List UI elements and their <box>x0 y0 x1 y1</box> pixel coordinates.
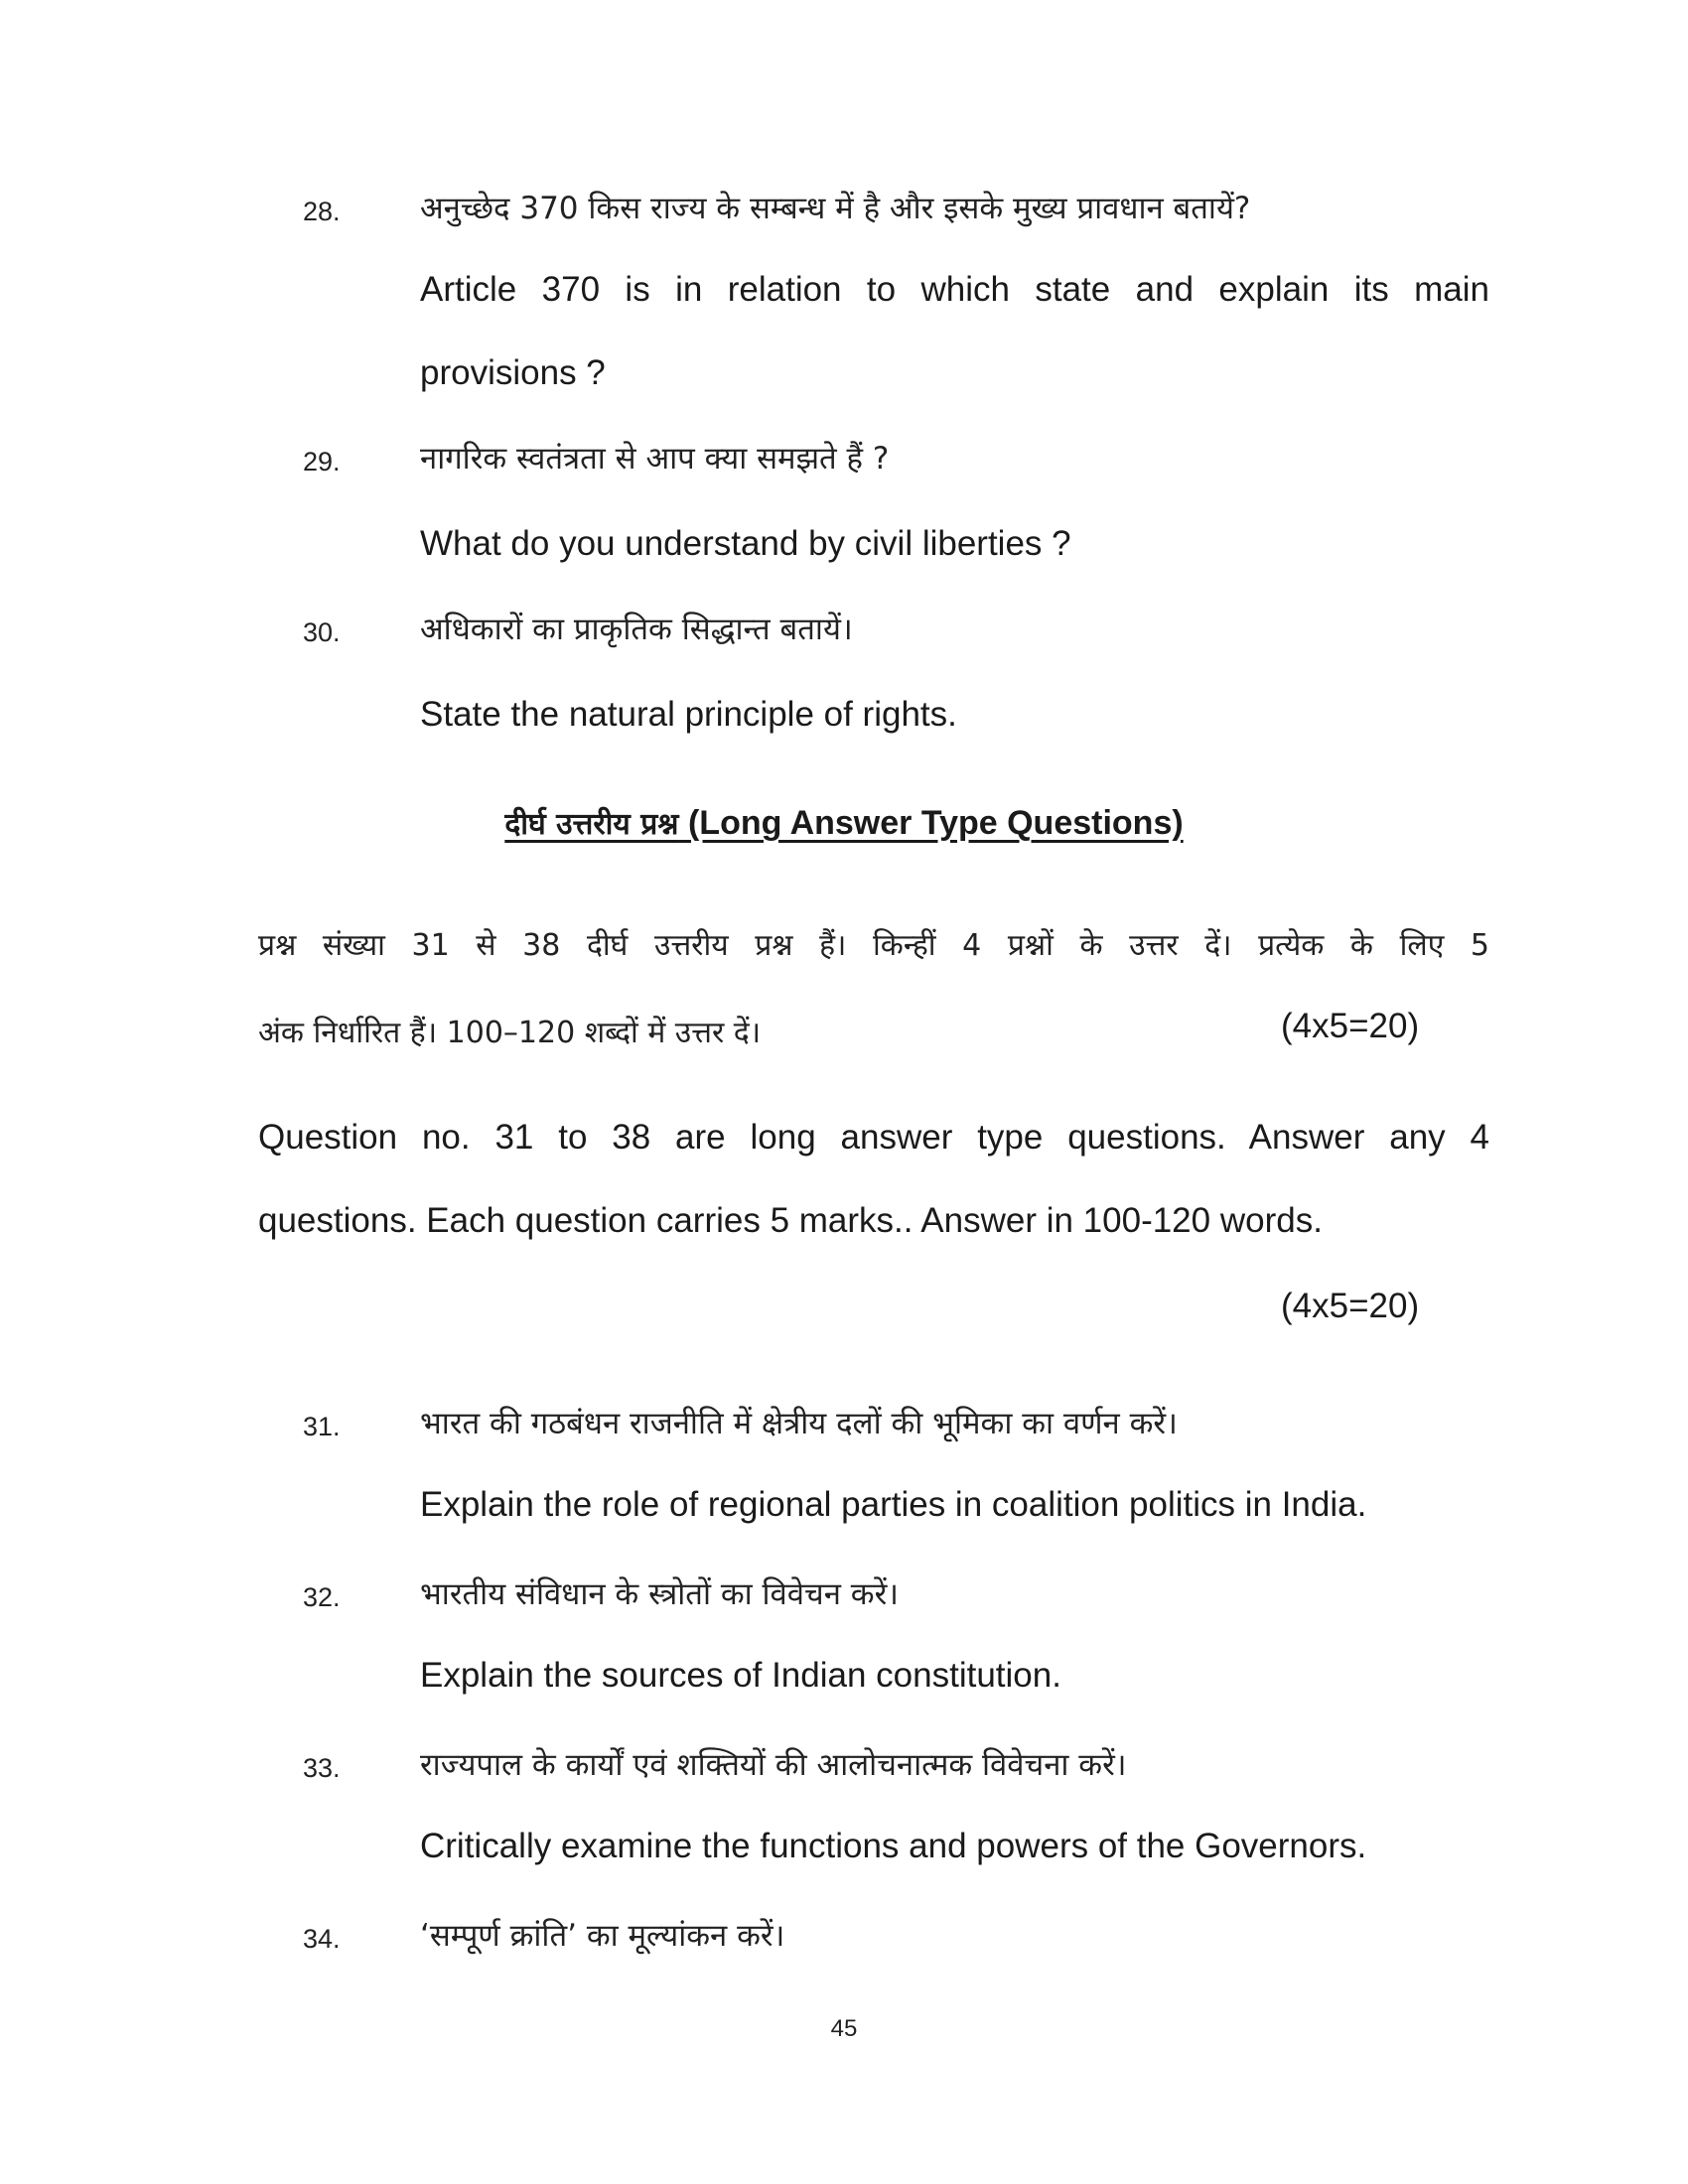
marks-allocation-english: (4x5=20) <box>1281 1287 1420 1325</box>
question-text-english-continued: provisions ? <box>420 353 606 392</box>
question-text-english: Critically examine the functions and powers of the Governors. <box>420 1827 1367 1865</box>
question-number: 28. <box>303 197 341 226</box>
marks-allocation-hindi: (4x5=20) <box>1281 1007 1420 1045</box>
section-heading <box>0 802 1688 843</box>
question-text-english: Explain the sources of Indian constitution. <box>420 1656 1061 1695</box>
question-text-hindi: नागरिक स्वतंत्रता से आप क्या समझते हैं ? <box>420 441 890 477</box>
question-text-english: What do you understand by civil liberties ? <box>420 524 1071 563</box>
question-text-hindi: अनुच्छेद 370 किस राज्य के सम्बन्ध में है और इसके मुख्य प्रावधान बतायें? <box>420 191 1251 226</box>
instructions-english: Question no. 31 to 38 are long answer type questions. Answer any 4 <box>258 1118 1489 1157</box>
question-number: 29. <box>303 447 341 477</box>
question-number: 33. <box>303 1753 341 1783</box>
section-heading-english: (Long Answer Type Questions) <box>687 804 1184 842</box>
instructions-hindi-continued: अंक निर्धारित हैं। 100–120 शब्दों में उत्तर दें। <box>258 1016 762 1050</box>
question-text-hindi: अधिकारों का प्राकृतिक सिद्धान्त बतायें। <box>420 612 853 647</box>
question-text-english: Explain the role of regional parties in coalition politics in India. <box>420 1485 1367 1524</box>
instructions-english-continued: questions. Each question carries 5 marks.. Answer in 100-120 words. <box>258 1201 1323 1240</box>
section-heading-hindi: दीर्घ उत्तरीय प्रश्न <box>504 807 679 842</box>
question-number: 34. <box>303 1924 341 1954</box>
page-number: 45 <box>830 2015 858 2042</box>
instructions-hindi: प्रश्न संख्या 31 से 38 दीर्घ उत्तरीय प्रश्न हैं। किन्हीं 4 प्रश्नों के उत्तर दें। प्रत्येक के लिए 5 <box>258 928 1489 963</box>
question-text-hindi: राज्यपाल के कार्यों एवं शक्तियों की आलोचनात्मक विवेचना करें। <box>420 1747 1127 1783</box>
question-text-english: Article 370 is in relation to which state and explain its main <box>420 270 1489 309</box>
question-number: 32. <box>303 1582 341 1612</box>
question-text-hindi: भारत की गठबंधन राजनीति में क्षेत्रीय दलों की भूमिका का वर्णन करें। <box>420 1406 1178 1441</box>
question-text-hindi: भारतीय संविधान के स्त्रोतों का विवेचन करें। <box>420 1576 899 1612</box>
question-text-hindi: ‘सम्पूर्ण क्रांति’ का मूल्यांकन करें। <box>420 1918 785 1954</box>
question-number: 30. <box>303 617 341 647</box>
question-text-english: State the natural principle of rights. <box>420 695 957 734</box>
question-number: 31. <box>303 1412 341 1441</box>
